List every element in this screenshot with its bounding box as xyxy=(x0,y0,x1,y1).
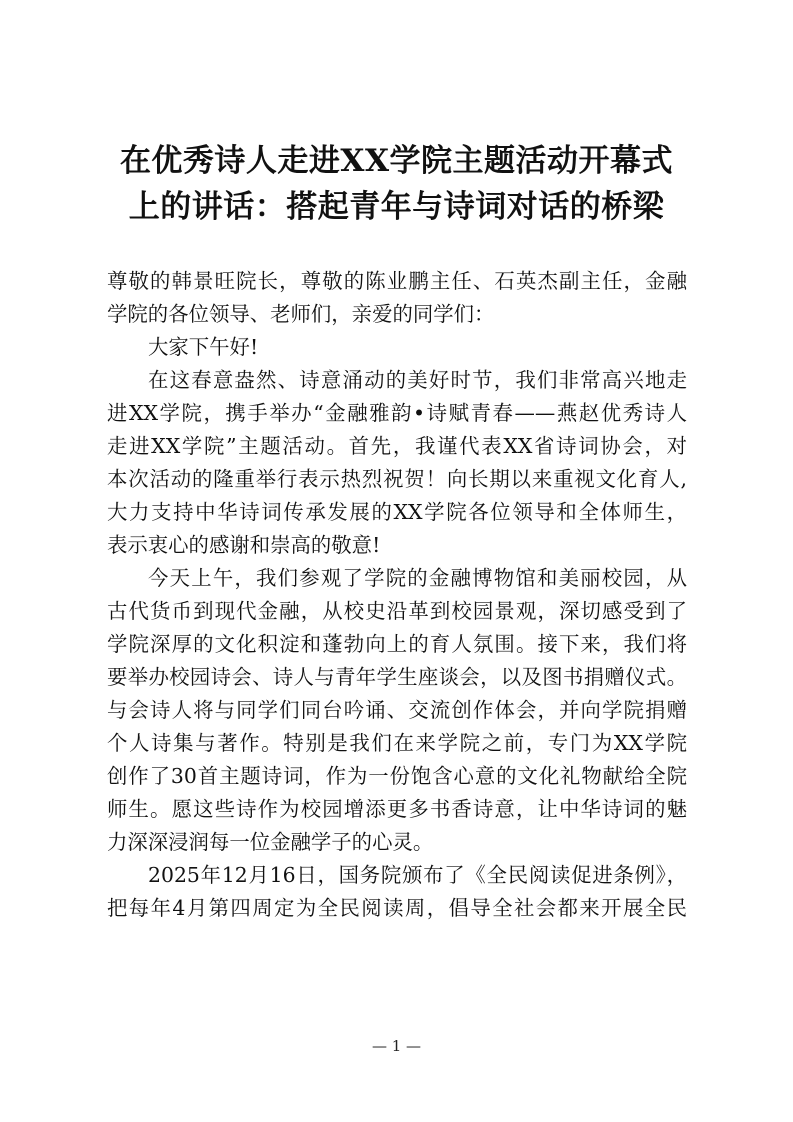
paragraph-3-line: 2025年12月16日，国务院颁布了《全民阅读促进条例》， xyxy=(148,863,687,887)
paragraph-1 xyxy=(107,364,687,562)
paragraph-1-line: 表示衷心的感谢和崇高的敬意! xyxy=(107,533,381,557)
paragraph-2 xyxy=(107,562,687,859)
paragraph-1-line: 走进XX学院”主题活动。首先，我谨代表XX省诗词协会，对 xyxy=(107,434,687,458)
paragraph-3-line: 把每年4月第四周定为全民阅读周，倡导全社会都来开展全民 xyxy=(107,896,687,920)
paragraph-1-line: 本次活动的隆重举行表示热烈祝贺！向长期以来重视文化育人, xyxy=(107,467,687,491)
paragraph-1-line: 进XX学院，携手举办“金融雅韵•诗赋青春——燕赵优秀诗人 xyxy=(107,401,687,425)
paragraph-1-line: 大力支持中华诗词传承发展的XX学院各位领导和全体师生， xyxy=(107,500,687,524)
paragraph-2-line: 师生。愿这些诗作为校园增添更多书香诗意，让中华诗词的魅 xyxy=(107,797,687,821)
paragraph-1-line: 在这春意盎然、诗意涌动的美好时节，我们非常高兴地走 xyxy=(148,368,687,392)
paragraph-3 xyxy=(107,859,687,925)
paragraph-2-line: 要举办校园诗会、诗人与青年学生座谈会，以及图书捐赠仪式。 xyxy=(107,665,687,689)
salutation-line-1: 尊敬的韩景旺院长，尊敬的陈业鹏主任、石英杰副主任，金融 xyxy=(107,269,687,293)
paragraph-2-line: 力深深浸润每一位金融学子的心灵。 xyxy=(107,830,434,854)
greeting-line: 大家下午好! xyxy=(148,335,259,359)
document-body xyxy=(107,265,687,925)
paragraph-2-line: 个人诗集与著作。特别是我们在来学院之前，专门为XX学院 xyxy=(107,731,687,755)
salutation-line-2: 学院的各位领导、老师们，亲爱的同学们： xyxy=(107,302,495,326)
title-line-1: 在优秀诗人走进XX学院主题活动开幕式 xyxy=(119,143,674,179)
title-line-2: 上的讲话：搭起青年与诗词对话的桥梁 xyxy=(128,189,665,225)
paragraph-2-line: 与会诗人将与同学们同台吟诵、交流创作体会，并向学院捐赠 xyxy=(107,698,687,722)
salutation xyxy=(107,265,687,331)
paragraph-2-line: 学院深厚的文化积淀和蓬勃向上的育人氛围。接下来，我们将 xyxy=(107,632,687,656)
paragraph-2-line: 今天上午，我们参观了学院的金融博物馆和美丽校园，从 xyxy=(148,566,687,590)
document-title xyxy=(90,138,703,230)
greeting xyxy=(107,331,687,364)
paragraph-2-line: 古代货币到现代金融，从校史沿革到校园景观，深切感受到了 xyxy=(107,599,687,623)
page-number: — 1 — xyxy=(371,1037,422,1055)
paragraph-2-line: 创作了30首主题诗词，作为一份饱含心意的文化礼物献给全院 xyxy=(107,764,687,788)
